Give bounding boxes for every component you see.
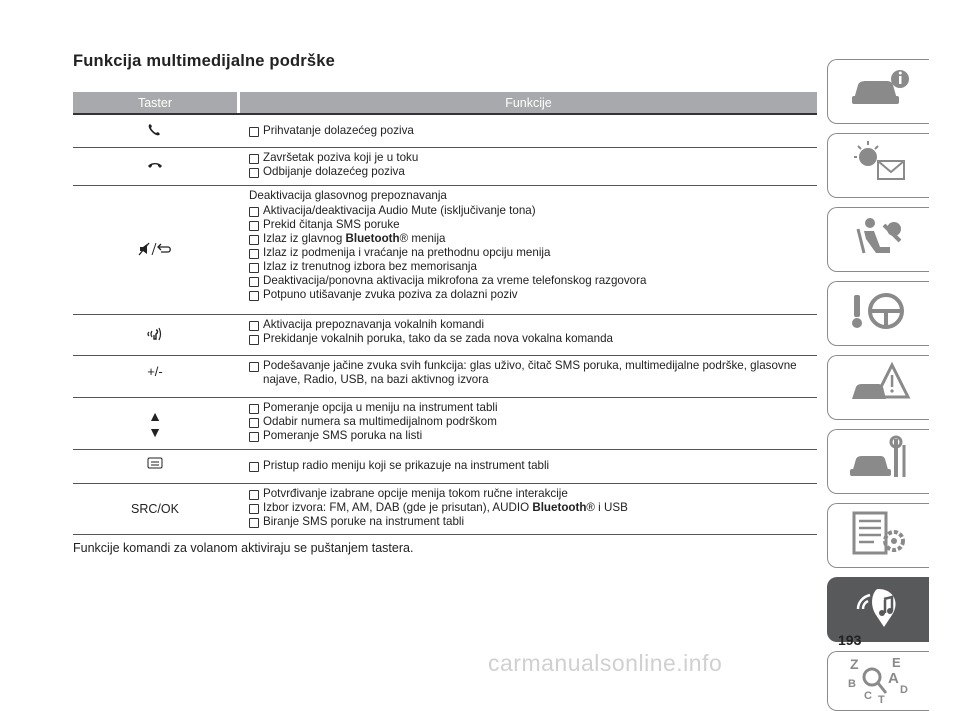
functions-table: [73, 92, 817, 535]
function-line: Prihvatanje dolazećeg poziva: [249, 124, 817, 138]
tab-car-tools[interactable]: [827, 429, 929, 494]
key-cell: [73, 315, 237, 355]
header-funkcije: Funkcije: [240, 92, 817, 113]
svg-text:B: B: [847, 677, 856, 690]
key-cell: [73, 148, 237, 185]
tab-index[interactable]: [827, 651, 929, 711]
function-line: Aktivacija prepoznavanja vokalnih komandi: [249, 318, 817, 332]
tab-accident[interactable]: [827, 355, 929, 420]
function-line: Izlaz iz glavnog Bluetooth® menija: [249, 232, 817, 246]
function-cell: [237, 186, 817, 314]
function-cell: [237, 115, 817, 147]
function-line: Izlaz iz podmenija i vraćanje na prethodnu opciju menija: [249, 246, 817, 260]
svg-text:C: C: [863, 689, 872, 702]
display-menu-icon: [146, 456, 164, 473]
index-abc-icon: [844, 653, 914, 710]
function-cell: [237, 148, 817, 185]
function-line: Završetak poziva koji je u toku: [249, 151, 817, 165]
function-line: Prekidanje vokalnih poruka, tako da se zada nova vokalna komanda: [249, 332, 817, 346]
svg-text:E: E: [891, 654, 901, 670]
function-line: Podešavanje jačine zvuka svih funkcija: glas uživo, čitač SMS poruka, multimedijalne podrške, glasovne najave, Radio, USB, na bazi aktivnog izvora: [249, 359, 817, 387]
function-cell: [237, 398, 817, 449]
page-number: 193: [838, 632, 862, 648]
table-row: [73, 356, 817, 398]
table-row: [73, 186, 817, 315]
arrow-down-icon: ▼: [148, 423, 162, 440]
function-line: Izlaz iz trenutnog izbora bez memorisanja: [249, 260, 817, 274]
car-info-icon: [844, 63, 914, 120]
key-cell: [73, 398, 237, 449]
key-cell: [73, 186, 237, 314]
tab-settings-list[interactable]: [827, 503, 929, 568]
multimedia-icon: [844, 581, 914, 638]
page-title: Funkcija multimedijalne podrške: [73, 52, 336, 70]
function-line: Prekid čitanja SMS poruke: [249, 218, 817, 232]
key-cell: [73, 484, 237, 534]
tab-steering[interactable]: [827, 281, 929, 346]
table-row: [73, 484, 817, 535]
function-line: Aktivacija/deaktivacija Audio Mute (isključivanje tona): [249, 204, 817, 218]
warning-lights-icon: [844, 137, 914, 194]
function-line: Potpuno utišavanje zvuka poziva za dolazni poziv: [249, 288, 817, 302]
tab-car-info[interactable]: [827, 59, 929, 124]
table-header: [73, 92, 817, 113]
table-row: [73, 148, 817, 186]
function-cell: [237, 484, 817, 534]
src-ok-key: SRC/OK: [131, 502, 179, 516]
key-cell: [73, 356, 237, 397]
svg-text:D: D: [899, 683, 908, 696]
steering-wheel-icon: [844, 285, 914, 342]
function-cell: [237, 450, 817, 483]
key-cell: [73, 115, 237, 147]
phone-hangup-icon: [146, 158, 164, 175]
settings-list-icon: [844, 507, 914, 564]
function-line: Deaktivacija/ponovna aktivacija mikrofona za vreme telefonskog razgovora: [249, 274, 817, 288]
function-line: Odabir numera sa multimedijalnom podrškom: [249, 415, 817, 429]
phone-accept-icon: [146, 123, 164, 140]
function-line: Izbor izvora: FM, AM, DAB (gde je prisutan), AUDIO Bluetooth® i USB: [249, 501, 817, 515]
footnote: Funkcije komandi za volanom aktiviraju se puštanjem tastera.: [73, 541, 414, 555]
function-cell: [237, 356, 817, 397]
function-line: Pristup radio meniju koji se prikazuje na instrument tabli: [249, 459, 817, 473]
svg-text:T: T: [877, 693, 885, 705]
tab-warning-lights[interactable]: [827, 133, 929, 198]
car-tools-icon: [844, 433, 914, 490]
watermark: carmanualsonline.info: [488, 650, 723, 676]
voice-command-icon: [146, 327, 164, 344]
function-intro: Deaktivacija glasovnog prepoznavanja: [249, 189, 447, 202]
function-line: Potvrđivanje izabrane opcije menija tokom ručne interakcije: [249, 487, 817, 501]
function-line: Pomeranje opcija u meniju na instrument tabli: [249, 401, 817, 415]
function-cell: [237, 315, 817, 355]
svg-text:Z: Z: [849, 655, 859, 672]
table-row: [73, 450, 817, 484]
mute-back-icon: [138, 242, 172, 259]
function-line: Odbijanje dolazećeg poziva: [249, 165, 817, 179]
volume-key: +/-: [147, 364, 163, 379]
header-taster: Taster: [73, 92, 237, 113]
arrow-up-icon: ▲: [148, 407, 162, 424]
key-cell: [73, 450, 237, 483]
seat-airbag-icon: [844, 211, 914, 268]
tab-seat-airbag[interactable]: [827, 207, 929, 272]
svg-text:A: A: [887, 669, 899, 687]
table-row: [73, 113, 817, 148]
function-line: Biranje SMS poruke na instrument tabli: [249, 515, 817, 529]
function-line: Pomeranje SMS poruka na listi: [249, 429, 817, 443]
table-row: [73, 315, 817, 356]
accident-icon: [844, 359, 914, 416]
table-row: [73, 398, 817, 450]
